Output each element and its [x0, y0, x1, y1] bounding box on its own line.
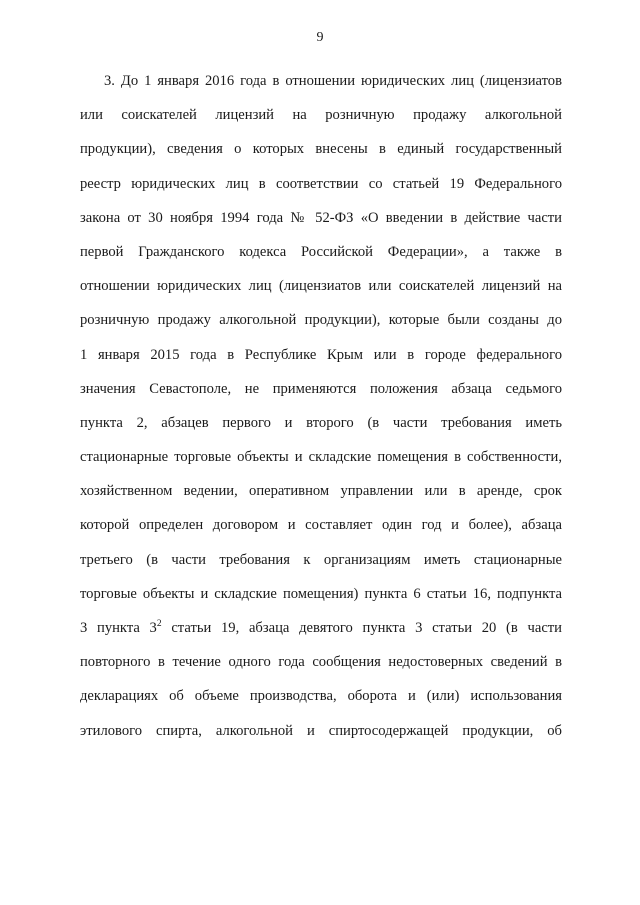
- text-line: пункта 2, абзацев первого и второго (в части требования иметь: [80, 414, 562, 431]
- text-fragment: 3 пункта 3: [80, 620, 157, 636]
- body-text: [80, 64, 562, 748]
- text-line: закона от 30 ноября 1994 года № 52-ФЗ «О введении в действие части: [80, 209, 562, 226]
- text-line: розничную продажу алкогольной продукции), которые были созданы до: [80, 312, 562, 329]
- superscript: 2: [156, 619, 162, 629]
- text-line: [80, 611, 562, 645]
- page-number: 9: [316, 30, 324, 45]
- text-line: продукции), сведения о которых внесены в единый государственный: [80, 141, 562, 158]
- text-line: реестр юридических лиц в соответствии со статьей 19 Федерального: [80, 175, 562, 192]
- text-line: декларациях об объеме производства, оборота и (или) использования: [80, 688, 562, 705]
- text-line: или соискателей лицензий на розничную продажу алкогольной: [80, 107, 562, 124]
- text-line: торговые объекты и складские помещения) пункта 6 статьи 16, подпункта: [80, 585, 562, 602]
- text-line: первой Гражданского кодекса Российской Федерации», а также в: [80, 243, 562, 260]
- text-line: которой определен договором и составляет один год и более), абзаца: [80, 517, 562, 534]
- text-line: третьего (в части требования к организациям иметь стационарные: [80, 551, 562, 568]
- text-line: стационарные торговые объекты и складские помещения в собственности,: [80, 449, 562, 466]
- text-line: 3. До 1 января 2016 года в отношении юридических лиц (лицензиатов: [104, 73, 562, 89]
- text-line: хозяйственном ведении, оперативном управлении или в аренде, срок: [80, 483, 562, 500]
- text-line: 1 января 2015 года в Республике Крым или в городе федерального: [80, 346, 562, 363]
- text-line: значения Севастополе, не применяются положения абзаца седьмого: [80, 380, 562, 397]
- text-line: этилового спирта, алкогольной и спиртосодержащей продукции, об: [80, 722, 562, 739]
- text-line: повторного в течение одного года сообщения недостоверных сведений в: [80, 654, 562, 671]
- text-fragment: статьи 19, абзаца девятого пункта 3 статьи 20 (в части: [161, 620, 562, 636]
- text-line: отношении юридических лиц (лицензиатов или соискателей лицензий на: [80, 278, 562, 295]
